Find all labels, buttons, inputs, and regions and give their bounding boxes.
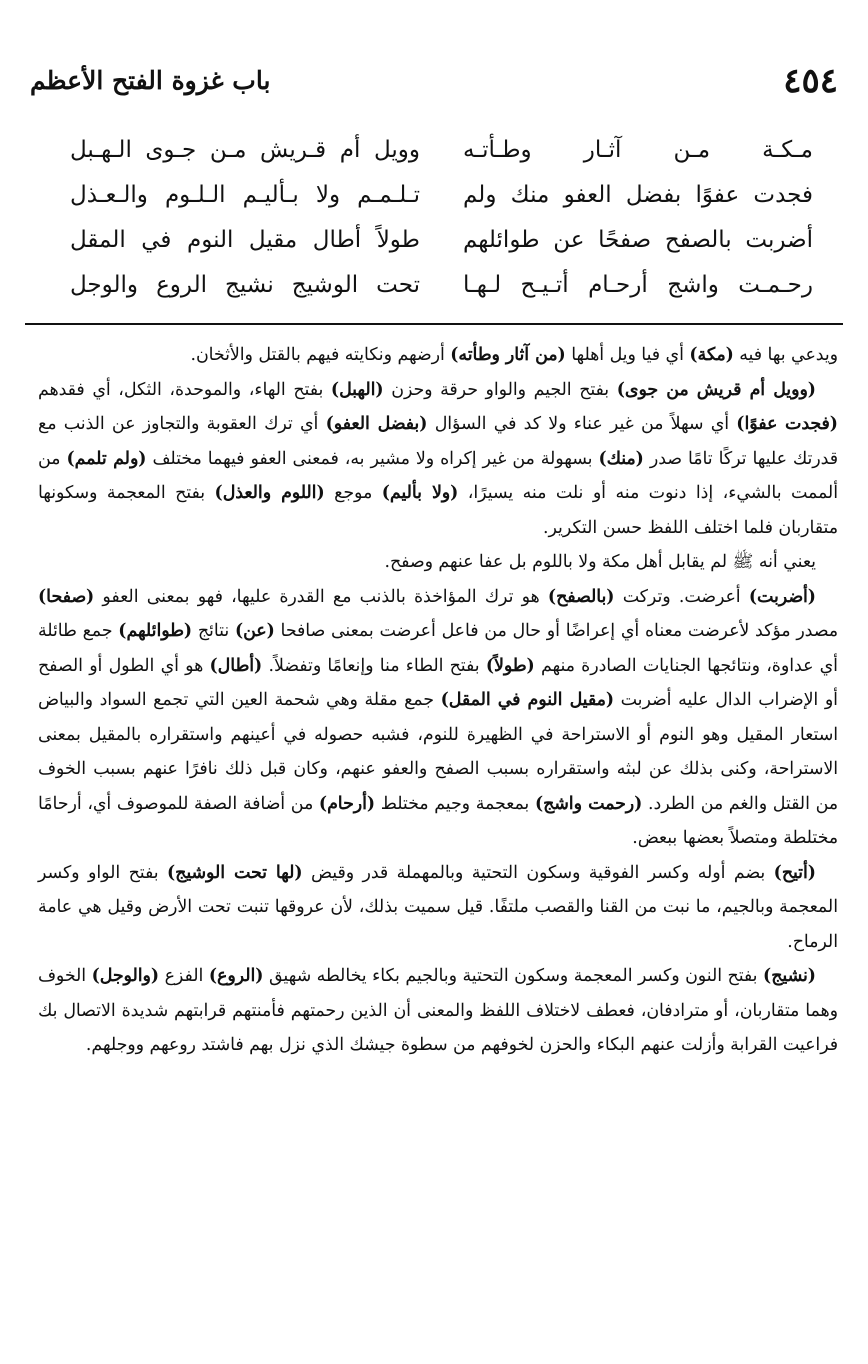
commentary-lemma: (الهبل) [330,379,384,400]
commentary-gloss: هو ترك المؤاخذة بالذنب مع القدرة عليها، فهو بمعنى العفو [94,586,548,607]
commentary-text [38,338,838,1063]
poem-verse [70,128,813,173]
verse-first-hemistich: أضربت بالصفح صفحًا عن طوائلهم [463,227,813,253]
commentary-gloss: جمع طائلة أي عداوة، ونتائجها الجنايات الصادرة منهم [38,621,838,676]
poem-verse [70,173,813,218]
poem-verse [70,263,813,308]
commentary-gloss: أي ترك العقوبة والتجاوز عن الذنب مع قدرتك عليها تركًا تامًا صدر [38,414,838,469]
verse-first-hemistich: فجدت عفوًا بفضل العفو منك ولم [463,182,813,208]
commentary-gloss: بفتح الهاء، والموحدة، الثكل، أي فقدهم [38,379,331,400]
commentary-lemma: (رحمت واشج) [534,793,643,814]
page-number: ٤٥٤ [783,61,838,101]
commentary-lemma: (منك) [598,448,644,469]
commentary-lemma: (أرحام) [318,793,376,814]
commentary-gloss: يعني أنه ﷺ لم يقابل أهل مكة ولا باللوم بل عفا عنهم وصفح. [384,552,816,572]
verse-first-hemistich: مـكـة مـن آثـار وطـأتـه [463,137,813,163]
commentary-gloss: بفتح النون وكسر المعجمة وسكون التحتية وبالجيم بكاء يخالطه شهيق [263,966,764,986]
commentary-lemma: (بالصفح) [547,586,615,607]
commentary-gloss: ويدعي بها فيه [733,345,838,365]
commentary-gloss: بضم أوله وكسر الفوقية وسكون التحتية وبالمهملة قدر وقيض [302,862,774,883]
verse-second-hemistich: تحت الوشيج نشيج الروع والوجل [70,272,420,298]
commentary-paragraph [38,545,838,580]
commentary-gloss: الخوف وهما متقاربان، أو مترادفان، فعطف لاختلاف اللفظ والمعنى أن الذين رحمتهم فأمنتهم قرابتهم شديدة الاتصال بك فراعيت القرابة وأزلت عنهم البكاء والحزن لخوفهم من سطوة جيشك الذي نزل بهم فاشتد روعهم ووجلهم. [38,966,838,1055]
commentary-lemma: (أطال) [209,655,263,676]
commentary-lemma: (أتيح) [773,862,816,883]
commentary-lemma: (فجدت عفوًا) [736,414,838,434]
commentary-lemma: (وويل أم قريش من جوى) [616,379,816,400]
commentary-lemma: (مقيل النوم في المقل) [440,690,615,710]
verse-second-hemistich: تـلـمـم ولا بـأليـم الـلـوم والـعـذل [70,182,420,208]
commentary-gloss: أرضهم ونكايته فيهم بالقتل والأثخان. [190,345,451,365]
commentary-paragraph [38,338,838,373]
commentary-gloss: جمع مقلة وهي شحمة العين التي تجمع السواد والبياض استعار المقيل وهو النوم أو الاستراحة في الظهيرة للنوم، فشبه حصوله في أعينهم واستقراره بالمقيل بمعنى الاستراحة، وكنى بذلك عن لبثه واستقراره بسبب الصفح والعفو عنهم، وكان قبل ذلك نافرًا عنهم بسبب الخوف من القتل والغم من الطرد. [38,690,838,814]
commentary-gloss: مصدر مؤكد لأعرضت معناه أي إعراضًا أو حال من فاعل أعرضت بمعنى صافحا [274,621,838,641]
commentary-gloss: بسهولة من غير إكراه ولا مشير به، فمعنى العفو فيهما مختلف [146,448,599,469]
commentary-lemma: (لها تحت الوشيج) [166,862,303,883]
poem-block [70,128,813,308]
commentary-lemma: (طولاً) [485,655,535,676]
commentary-lemma: (عن) [234,621,275,641]
commentary-gloss: بفتح الجيم والواو حرقة وحزن [383,379,617,400]
commentary-lemma: (ولم تلمم) [66,448,147,469]
verse-second-hemistich: طولاً أطال مقيل النوم في المقل [70,227,420,253]
commentary-gloss: موجع [324,483,382,503]
commentary-gloss: من أضافة الصفة للموصوف أي، أرحامًا مختلطة ومتصلاً بعضها ببعض. [38,793,838,848]
commentary-lemma: (طوائلهم) [118,621,193,641]
commentary-gloss: نتائج [192,621,235,641]
commentary-gloss: الفزع [159,966,209,986]
commentary-gloss: أعرضت. وتركت [614,586,749,607]
commentary-gloss: أي فيا ويل أهلها [565,345,690,365]
commentary-lemma: (والوجل) [91,966,160,986]
commentary-lemma: (بفضل العفو) [325,414,428,434]
commentary-gloss: أي سهلاً من غير عناء ولا كد في السؤال [427,414,737,434]
commentary-paragraph [38,580,838,856]
commentary-lemma: (ولا بأليم) [381,483,459,503]
commentary-paragraph [38,856,838,960]
commentary-paragraph [38,373,838,546]
verse-second-hemistich: وويل أم قـريش مـن جـوى الـهـبل [70,137,420,163]
section-divider [25,323,843,325]
commentary-gloss: بفتح الواو وكسر المعجمة وبالجيم، ما نبت من القنا والقصب ملتفًا. قيل سميت بذلك، لأن عروقها تنبت تحت الأرض وقيل هي عامة الرماح. [38,862,838,952]
commentary-lemma: (أضربت) [748,586,816,607]
commentary-lemma: (اللوم والعذل) [214,483,325,503]
commentary-paragraph [38,959,838,1063]
commentary-gloss: بفتح الطاء منا وإنعامًا وتفضلاً. [262,655,486,676]
verse-first-hemistich: رحـمـت واشج أرحـام أتـيـح لـهـا [463,272,813,298]
chapter-title: باب غزوة الفتح الأعظم [30,66,271,95]
commentary-lemma: (صفحا) [38,586,95,607]
poem-verse [70,218,813,263]
page-header [30,56,838,106]
commentary-lemma: (من آثار وطأته) [450,345,566,365]
commentary-gloss: هو أي الطول أو الصفح أو الإضراب الدال عليه أضربت [38,655,838,710]
commentary-gloss: من ألممت بالشيء، إذا دنوت منه أو نلت منه يسيرًا، [38,448,838,503]
commentary-gloss: بفتح المعجمة وسكونها متقاربان فلما اختلف اللفظ حسن التكرير. [38,483,838,538]
commentary-gloss: بمعجمة وجيم مختلط [375,793,535,814]
commentary-lemma: (الروع) [208,966,264,986]
commentary-lemma: (نشيج) [763,966,816,986]
commentary-lemma: (مكة) [689,345,734,365]
